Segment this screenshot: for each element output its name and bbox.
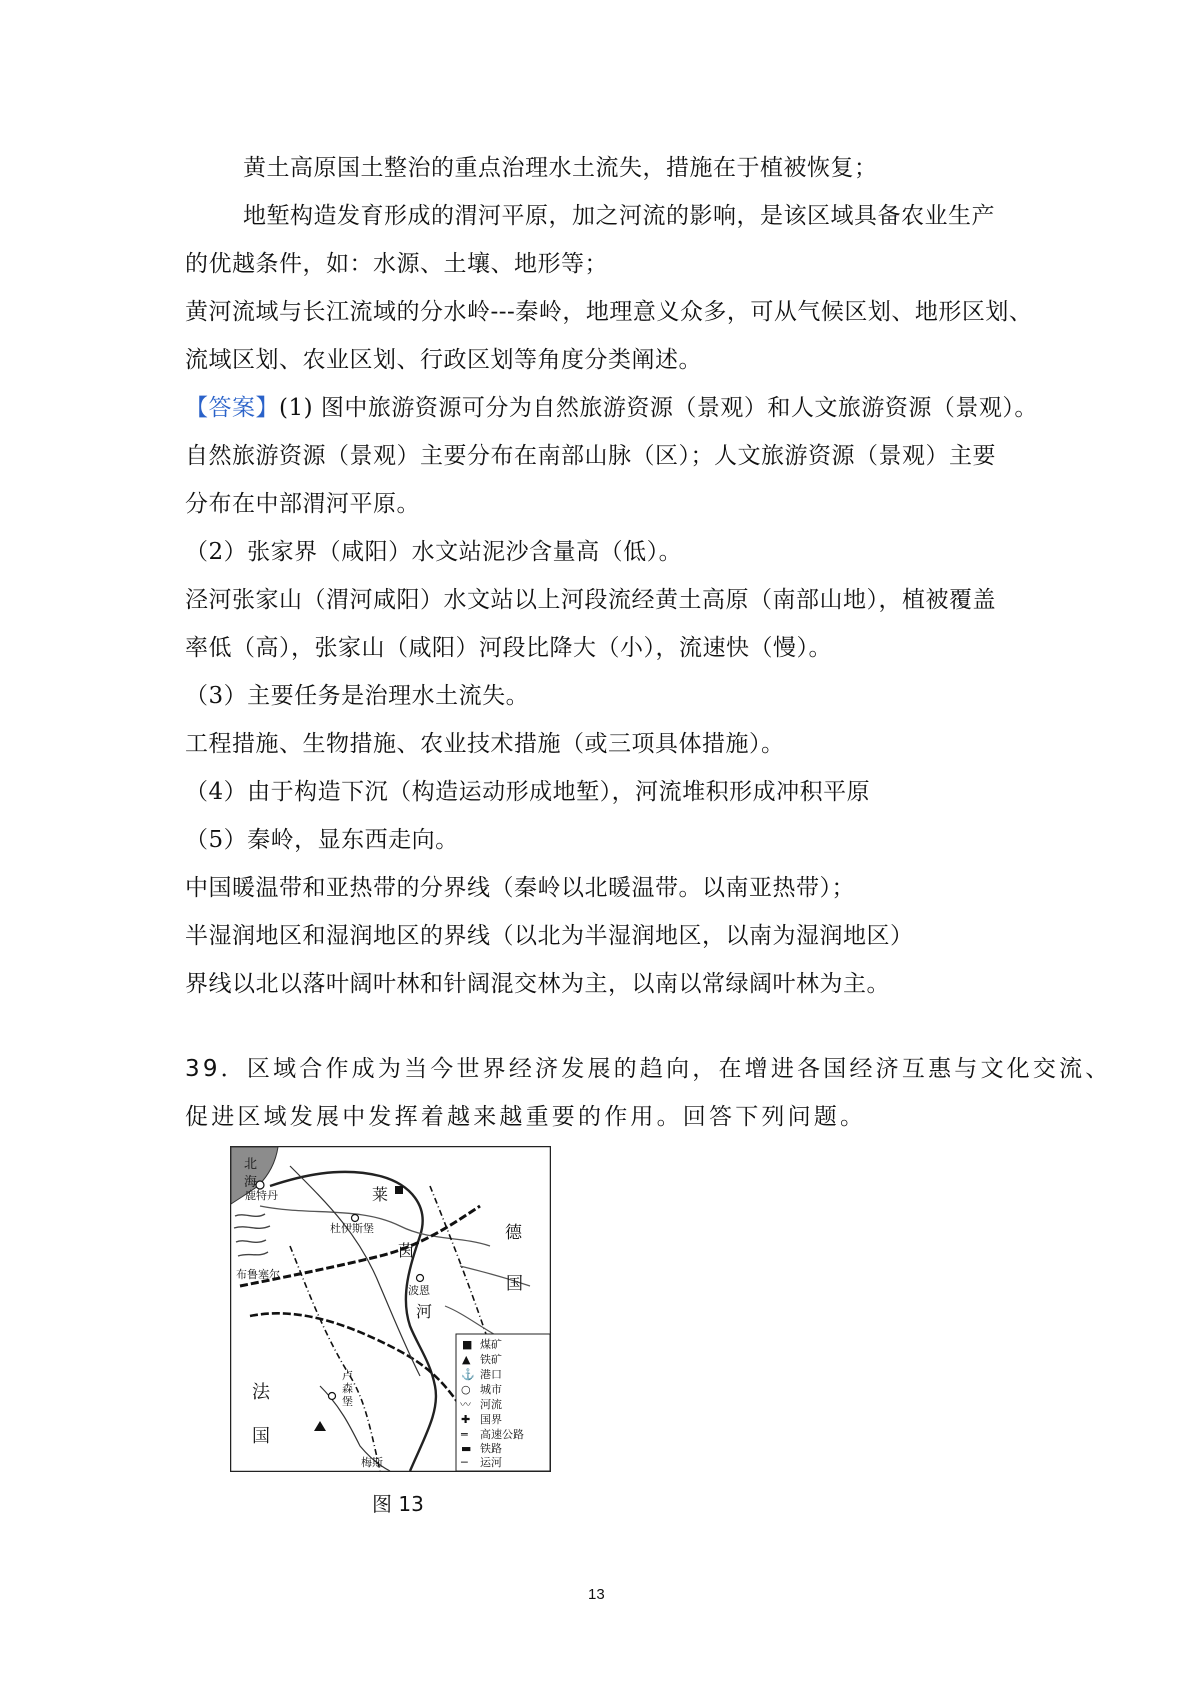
- label-rotterdam: 鹿特丹: [245, 1189, 278, 1202]
- answer-5-line-2: 中国暖温带和亚热带的分界线（秦岭以北暖温带。以南亚热带）；: [185, 875, 855, 901]
- label-duisburg: 杜伊斯堡: [330, 1222, 374, 1235]
- legend-label-border: 国界: [480, 1413, 502, 1426]
- label-france-1: 法: [252, 1382, 270, 1403]
- answer-1-line-1: [185, 391, 1038, 425]
- legend-label-coal: 煤矿: [480, 1338, 502, 1351]
- legend-symbol-port: ⚓: [461, 1368, 475, 1381]
- answer-1-text: (1) 图中旅游资源可分为自然旅游资源（景观）和人文旅游资源（景观）。: [279, 395, 1038, 421]
- legend-symbol-railway: ▬: [461, 1442, 472, 1455]
- label-north-sea-2: 海: [244, 1175, 258, 1190]
- answer-2-line-2: 泾河张家山（渭河咸阳）水文站以上河段流经黄土高原（南部山地），植被覆盖: [185, 587, 996, 613]
- answer-1-line-2: 自然旅游资源（景观）主要分布在南部山脉（区）；人文旅游资源（景观）主要: [185, 443, 996, 469]
- label-bonn: 波恩: [408, 1284, 430, 1297]
- city-duisburg-marker: [352, 1215, 359, 1222]
- legend-label-highway: 高速公路: [480, 1428, 524, 1441]
- answer-3-line-1: （3）主要任务是治理水土流失。: [185, 683, 530, 709]
- legend-label-iron: 铁矿: [480, 1353, 502, 1366]
- figure-caption: 图 13: [372, 1492, 424, 1516]
- label-germany-1: 德: [505, 1223, 522, 1243]
- paragraph-qinling: 黄河流域与长江流域的分水岭---秦岭，地理意义众多，可从气候区划、地形区划、: [185, 299, 1033, 325]
- legend-symbol-highway: ═: [461, 1428, 468, 1441]
- label-luxembourg-2: 森: [342, 1382, 353, 1395]
- answer-5-line-1: （5）秦岭，显东西走向。: [185, 827, 459, 853]
- legend-symbol-canal: ─: [461, 1456, 468, 1469]
- page-number: 13: [588, 1586, 605, 1603]
- paragraph-qinling-cont: 流域区划、农业区划、行政区划等角度分类阐述。: [185, 347, 702, 373]
- label-france-2: 国: [252, 1426, 270, 1447]
- paragraph-loess-plateau: 黄土高原国土整治的重点治理水土流失，措施在于植被恢复；: [243, 155, 878, 181]
- legend-label-river: 河流: [480, 1398, 502, 1411]
- question-39-line-2: 促进区域发展中发挥着越来越重要的作用。回答下列问题。: [185, 1104, 867, 1130]
- paragraph-weihe-plain: 地堑构造发育形成的渭河平原，加之河流的影响，是该区域具备农业生产: [243, 203, 995, 229]
- legend-label-canal: 运河: [480, 1456, 502, 1469]
- answer-1-line-3: 分布在中部渭河平原。: [185, 491, 420, 517]
- legend-label-railway: 铁路: [480, 1442, 502, 1455]
- label-luxembourg-3: 堡: [342, 1395, 353, 1408]
- city-bonn-marker: [417, 1275, 424, 1282]
- answer-2-line-3: 率低（高），张家山（咸阳）河段比降大（小），流速快（慢）。: [185, 635, 832, 661]
- answer-2-line-1: （2）张家界（咸阳）水文站泥沙含量高（低）。: [185, 539, 683, 565]
- map-legend: [456, 1334, 550, 1471]
- legend-symbol-border: ✚: [461, 1413, 471, 1426]
- legend-symbol-coal: ■: [462, 1338, 473, 1351]
- paragraph-weihe-plain-cont: 的优越条件，如：水源、土壤、地形等；: [185, 251, 608, 277]
- city-rotterdam-marker: [256, 1181, 264, 1189]
- legend-label-port: 港口: [480, 1368, 502, 1381]
- question-39-line-1: 39．区域合作成为当今世界经济发展的趋向，在增进各国经济互惠与文化交流、: [185, 1056, 1112, 1082]
- legend-symbol-iron: ▲: [462, 1353, 471, 1366]
- label-metz: 梅斯: [361, 1456, 383, 1469]
- legend-symbol-city: ○: [461, 1383, 471, 1396]
- label-rhine-3: 河: [416, 1302, 433, 1321]
- label-rhine-2: 茵: [398, 1241, 415, 1260]
- answer-5-line-4: 界线以北以落叶阔叶林和针阔混交林为主，以南以常绿阔叶林为主。: [185, 971, 890, 997]
- label-rhine-1: 莱: [372, 1185, 389, 1204]
- answer-3-line-2: 工程措施、生物措施、农业技术措施（或三项具体措施）。: [185, 731, 785, 757]
- city-luxembourg-marker: [329, 1393, 336, 1400]
- legend-label-city: 城市: [480, 1383, 502, 1396]
- label-north-sea-1: 北: [244, 1157, 258, 1172]
- label-luxembourg-1: 卢: [342, 1369, 353, 1382]
- label-germany-2: 国: [506, 1274, 523, 1294]
- answer-5-line-3: 半湿润地区和湿润地区的界线（以北为半湿润地区，以南为湿润地区）: [185, 923, 914, 949]
- map-figure: [230, 1146, 551, 1472]
- legend-symbol-river: 〰: [460, 1398, 471, 1411]
- coal-mine-marker: [395, 1186, 403, 1194]
- answer-tag: 【答案】: [185, 395, 279, 421]
- label-brussels: 布鲁塞尔: [236, 1268, 280, 1281]
- answer-4: （4）由于构造下沉（构造运动形成地堑），河流堆积形成冲积平原: [185, 779, 871, 805]
